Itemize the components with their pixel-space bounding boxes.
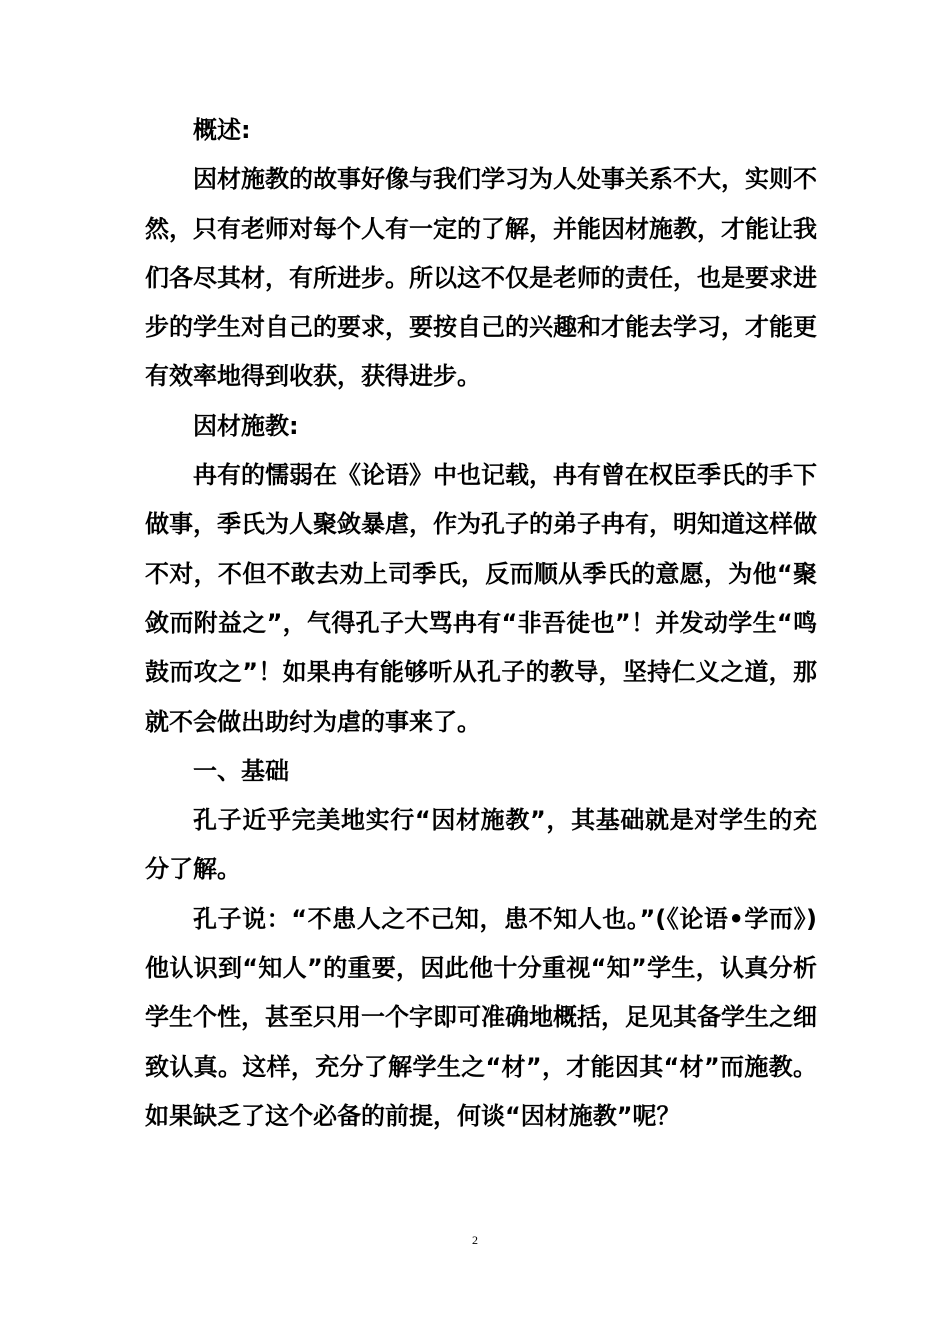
paragraph-confucius-quote: 孔子说：“不患人之不己知，患不知人也。”(《论语•学而》)他认识到“知人”的重要，因此他十分重视“知”学生，认真分析学生个性，甚至只用一个字即可准确地概括，足见其备学生之细致认真。这样，充分了解学生之“材”，才能因其“材”而施教。如果缺乏了这个必备的前提，何谈“因材施教”呢？	[145, 904, 817, 1130]
paragraph-ranyou-story: 冉有的懦弱在《论语》中也记载，冉有曾在权臣季氏的手下做事，季氏为人聚敛暴虐，作为孔子的弟子冉有，明知道这样做不对，不但不敢去劝上司季氏，反而顺从季氏的意愿，为他“聚敛而附益之”，气得孔子大骂冉有“非吾徒也”！并发动学生“鸣鼓而攻之”！如果冉有能够听从孔子的教导，坚持仁义之道，那就不会做出助纣为虐的事来了。	[145, 461, 817, 736]
document-body	[145, 106, 817, 1141]
paragraph-foundation: 孔子近乎完美地实行“因材施教”，其基础就是对学生的充分了解。	[145, 806, 817, 884]
heading-overview: 概述:	[193, 116, 251, 144]
paragraph-overview: 因材施教的故事好像与我们学习为人处事关系不大，实则不然，只有老师对每个人有一定的了解，并能因材施教，才能让我们各尽其材，有所进步。所以这不仅是老师的责任，也是要求进步的学生对自己的要求，要按自己的兴趣和才能去学习，才能更有效率地得到收获，获得进步。	[145, 165, 817, 391]
page-number: 2	[472, 1233, 478, 1247]
heading-foundation: 一、基础	[193, 756, 289, 785]
heading-teaching: 因材施教:	[193, 411, 299, 440]
